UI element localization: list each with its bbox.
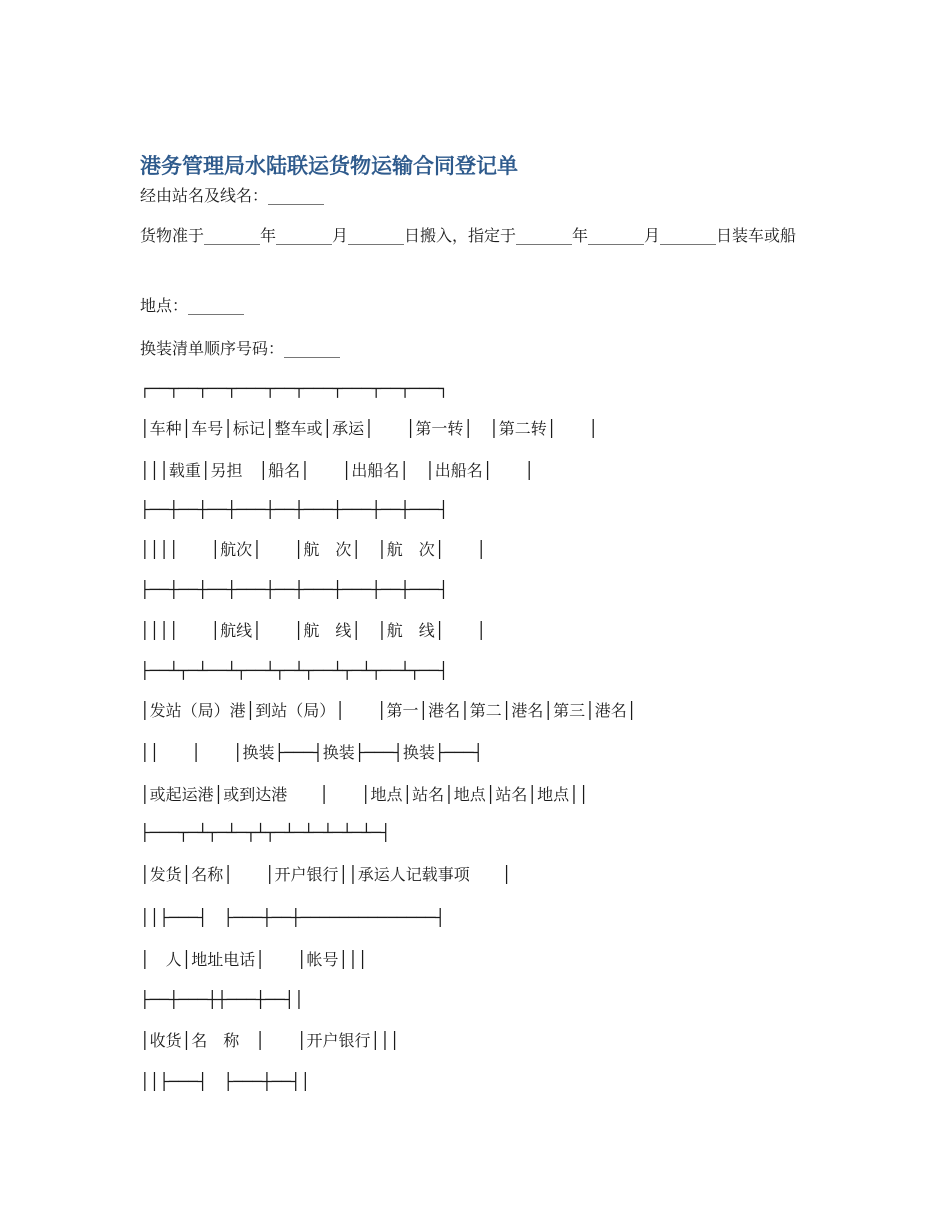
table-row-vehicle-header: │车种│车号│标记│整车或│承运│ │第一转│ │第二转│ │: [140, 419, 598, 438]
document-title: 港务管理局水陆联运货物运输合同登记单: [140, 154, 518, 178]
table-row-shipper-address: │ 人│地址电话│ │帐号│││: [140, 950, 368, 969]
table-row-stations: │发站（局）港│到站（局）│ │第一│港名│第二│港名│第三│港名│: [140, 701, 637, 720]
table-top-border: ┌──┬──┬──┬───┬──┬───┬───┬──┬───┐: [140, 379, 449, 398]
table-row-origin-port: │或起运港│或到达港 │ │地点│站名│地点│站名│地点││: [140, 785, 589, 804]
table-divider: ├──┼──┼──┼───┼──┼───┼───┼──┼───┤: [140, 500, 449, 519]
table-row-load-header: │││载重│另担 │船名│ │出船名│ │出船名│ │: [140, 461, 534, 480]
table-row-transfer: ││ │ │换装├───┤换装├───┤换装├───┤: [140, 743, 484, 762]
table-divider: ├──┼──┼──┼───┼──┼───┼───┼──┼───┤: [140, 580, 449, 599]
table-row-shipper: │发货│名称│ │开户银行││承运人记载事项 │: [140, 865, 512, 884]
table-divider: ├───┬─┴┬─┴─┬┴┬─┴─┴─┴─┴─┴─┤: [140, 823, 391, 842]
table-divider: ││├───┤ ├───┼──┼──────────────┤: [140, 908, 445, 927]
loading-date-line: 货物准于_______年_______月_______日搬入，指定于_______年_______月_______日装车或船: [140, 226, 797, 245]
table-divider: ├──┴┬─┴──┴┬──┴┬─┴┬──┴┬─┴┬──┴┬──┤: [140, 661, 449, 680]
table-row-route: ││││ │航线│ │航 线│ │航 线│ │: [140, 621, 486, 640]
route-station-line: 经由站名及线名：_______: [140, 186, 325, 205]
table-row-voyage: ││││ │航次│ │航 次│ │航 次│ │: [140, 540, 486, 559]
table-divider: ├──┼───┼┼───┼──┤│: [140, 990, 304, 1009]
transfer-list-number-line: 换装清单顺序号码：_______: [140, 339, 341, 358]
table-row-consignee: │收货│名 称 │ │开户银行│││: [140, 1031, 400, 1050]
table-divider: ││├───┤ ├───┼──┤│: [140, 1072, 311, 1091]
location-line: 地点：_______: [140, 296, 245, 315]
